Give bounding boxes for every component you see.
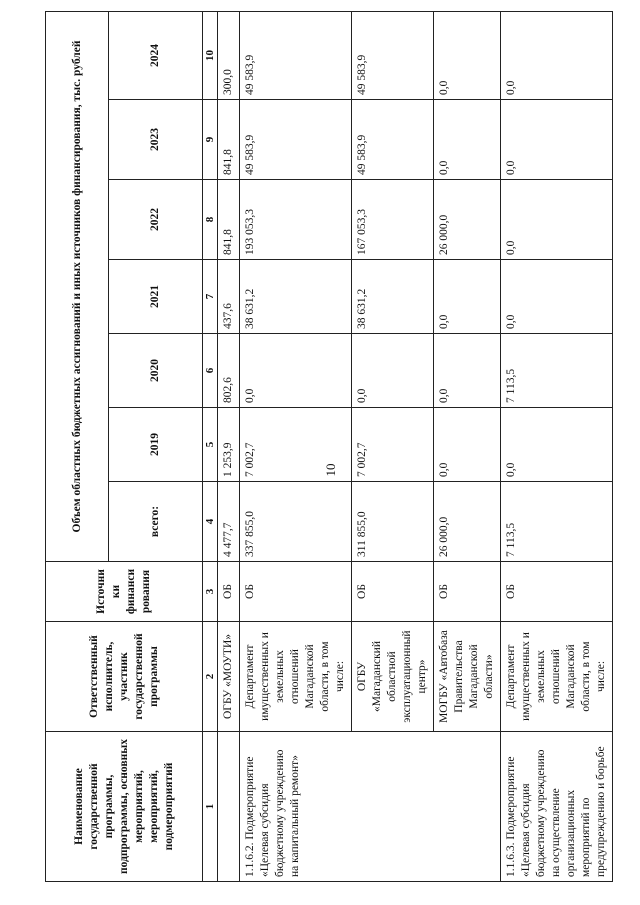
header-year: 2024 (109, 12, 203, 100)
value-2022: 193 053,3 (240, 180, 352, 260)
value-total: 337 855,0 (240, 482, 352, 562)
value-2021: 38 631,2 (352, 260, 434, 334)
value-2019: 0,0 (501, 408, 613, 482)
column-number: 4 (203, 482, 218, 562)
column-number: 9 (203, 100, 218, 180)
column-number: 3 (203, 562, 218, 622)
header-executor: Ответственный исполнитель, участник государственной программы (46, 622, 203, 732)
value-2024: 0,0 (434, 12, 501, 100)
row-executor: Департамент имущественных и земельных отношений Магаданской области, в том числе: (240, 622, 352, 732)
column-number: 8 (203, 180, 218, 260)
value-2024: 49 583,9 (240, 12, 352, 100)
value-total: 7 113,5 (501, 482, 613, 562)
value-2020: 0,0 (434, 334, 501, 408)
row-source: ОБ (218, 562, 240, 622)
header-year: 2023 (109, 100, 203, 180)
value-total: 4 477,7 (218, 482, 240, 562)
value-2020: 0,0 (352, 334, 434, 408)
rotated-page (45, 12, 605, 882)
header-year: 2022 (109, 180, 203, 260)
value-2021: 437,6 (218, 260, 240, 334)
funding-table (45, 11, 613, 882)
value-2020: 0,0 (240, 334, 352, 408)
value-2021: 0,0 (434, 260, 501, 334)
value-2022: 841,8 (218, 180, 240, 260)
row-executor: ОГБУ «МОУТИ» (218, 622, 240, 732)
column-number: 2 (203, 622, 218, 732)
value-2022: 26 000,0 (434, 180, 501, 260)
table-row (501, 12, 613, 882)
table-row (240, 12, 352, 882)
row-name (218, 732, 240, 882)
row-name: 1.1.6.3. Подмероприятие «Целевая субсидия бюджетному учреждению на осуществление организационных мероприятий по предупреждению и борьбе (501, 732, 613, 882)
column-number: 10 (203, 12, 218, 100)
value-2023: 49 583,9 (352, 100, 434, 180)
header-year: 2021 (109, 260, 203, 334)
value-2022: 0,0 (501, 180, 613, 260)
row-executor: МОГБУ «Автобаза Правительства Магаданской области» (434, 622, 501, 732)
header-name: Наименование государственной программы, подпрограммы, основных мероприятий, мероприятий, подмероприятий (46, 732, 203, 882)
column-number: 7 (203, 260, 218, 334)
row-source: ОБ (352, 562, 434, 622)
row-name: 1.1.6.2. Подмероприятие «Целевая субсидия бюджетному учреждению на капитальный ремонт» (240, 732, 501, 882)
value-2021: 38 631,2 (240, 260, 352, 334)
header-funding-group: Объем областных бюджетных ассигнований и иных источников финансирования, тыс. рублей (46, 12, 109, 562)
header-year: 2019 (109, 408, 203, 482)
value-total: 26 000,0 (434, 482, 501, 562)
value-2019: 1 253,9 (218, 408, 240, 482)
header-source: Источни ки финанси рования (46, 562, 203, 622)
page-number: 10 (323, 463, 338, 477)
value-total: 311 855,0 (352, 482, 434, 562)
column-number: 5 (203, 408, 218, 482)
value-2020: 802,6 (218, 334, 240, 408)
row-executor: ОГБУ «Магаданский областной эксплуатационный центр» (352, 622, 434, 732)
value-2021: 0,0 (501, 260, 613, 334)
header-total: всего: (109, 482, 203, 562)
value-2019: 7 002,7 (352, 408, 434, 482)
value-2019: 0,0 (434, 408, 501, 482)
value-2024: 0,0 (501, 12, 613, 100)
row-source: ОБ (434, 562, 501, 622)
row-executor: Департамент имущественных и земельных отношений Магаданской области, в том числе: (501, 622, 613, 732)
value-2020: 7 113,5 (501, 334, 613, 408)
column-number: 6 (203, 334, 218, 408)
value-2024: 300,0 (218, 12, 240, 100)
row-source: ОБ (240, 562, 352, 622)
value-2023: 0,0 (501, 100, 613, 180)
value-2024: 49 583,9 (352, 12, 434, 100)
value-2022: 167 053,3 (352, 180, 434, 260)
value-2023: 0,0 (434, 100, 501, 180)
value-2023: 49 583,9 (240, 100, 352, 180)
value-2023: 841,8 (218, 100, 240, 180)
value-2019: 7 002,7 (240, 408, 352, 482)
row-source: ОБ (501, 562, 613, 622)
column-number: 1 (203, 732, 218, 882)
table-row (218, 12, 240, 882)
header-year: 2020 (109, 334, 203, 408)
